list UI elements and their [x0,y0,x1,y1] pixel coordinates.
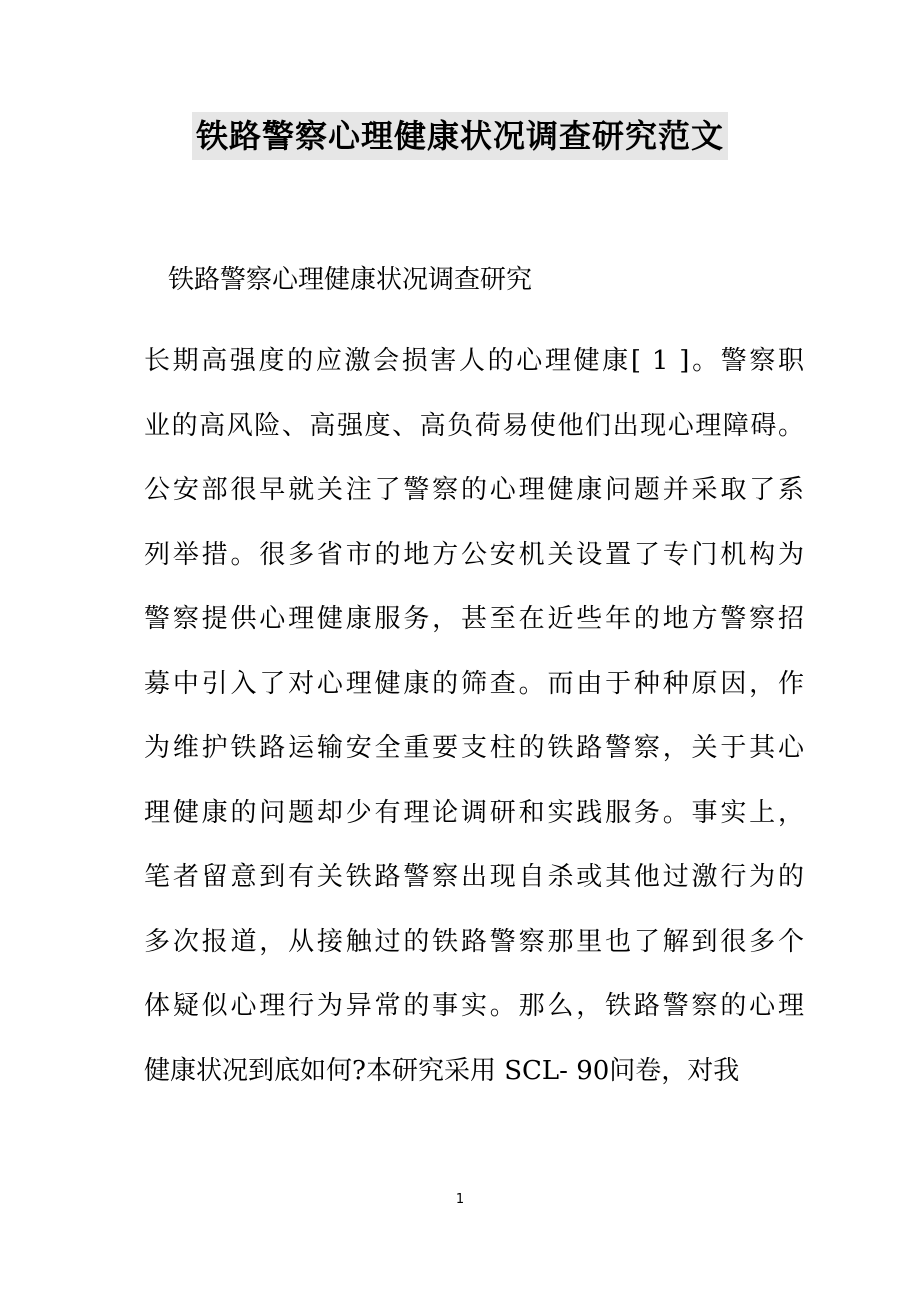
body-line: 业的高风险、高强度、高负荷易使他们出现心理障碍。 [144,410,804,441]
body-line: 为维护铁路运输安全重要支柱的铁路警察，关于其心 [144,733,804,763]
body-line: 体疑似心理行为异常的事实。那么，铁路警察的心理 [144,991,804,1021]
body-line: 警察提供心理健康服务，甚至在近些年的地方警察招 [144,604,804,634]
body-line: 长期高强度的应激会损害人的心理健康[ 1 ]。警察职 [144,346,804,376]
document-title: 铁路警察心理健康状况调查研究范文 [192,112,728,160]
page-number: 1 [455,1192,465,1207]
body-line: 募中引入了对心理健康的筛查。而由于种种原因，作 [144,668,804,699]
body-line: 列举措。很多省市的地方公安机关设置了专门机构为 [144,539,804,570]
body-line: 健康状况到底如何?本研究采用 SCL- 90问卷，对我 [144,1055,740,1086]
document-subtitle: 铁路警察心理健康状况调查研究 [168,265,533,295]
body-line: 笔者留意到有关铁路警察出现自杀或其他过激行为的 [144,862,804,892]
body-text [144,329,804,1103]
title-container [0,112,920,160]
body-line: 理健康的问题却少有理论调研和实践服务。事实上， [144,797,804,828]
body-line: 公安部很早就关注了警察的心理健康问题并采取了系 [144,475,804,505]
body-line: 多次报道，从接触过的铁路警察那里也了解到很多个 [144,926,804,957]
